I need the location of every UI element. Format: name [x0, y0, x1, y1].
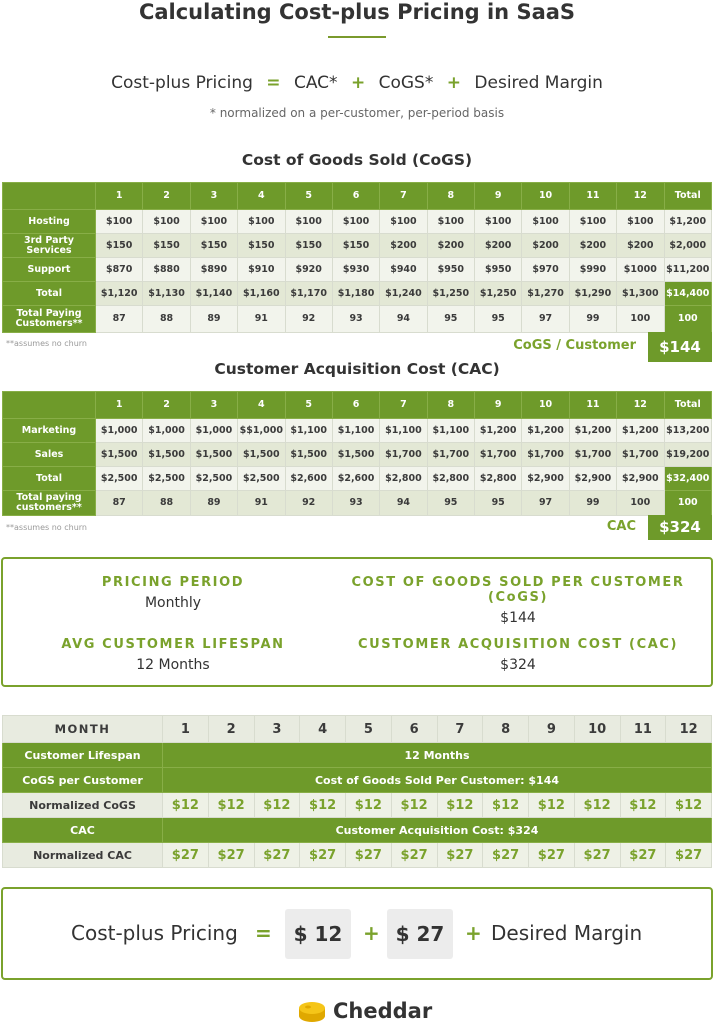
table-cell: $1,500	[96, 443, 143, 467]
normalized-value-cell: $12	[346, 793, 392, 818]
column-header: 5	[285, 392, 332, 419]
formula-lhs: Cost-plus Pricing	[111, 73, 253, 93]
cogs-note: **assumes no churn	[6, 339, 87, 348]
final-plus-2: +	[465, 921, 482, 945]
cac-summary-value: $324	[648, 515, 712, 540]
table-cell: $990	[569, 258, 616, 282]
table-cell: $1,000	[190, 419, 237, 443]
month-header-cell: 1	[163, 716, 209, 743]
table-cell: 87	[96, 491, 143, 516]
normalized-cogs-label: Normalized CoGS	[3, 793, 163, 818]
brand-name: Cheddar	[333, 999, 433, 1023]
table-row	[3, 234, 712, 258]
normalized-value-cell: $12	[163, 793, 209, 818]
header-row	[3, 183, 712, 210]
table-cell: 99	[569, 491, 616, 516]
table-cell: $1,100	[380, 419, 427, 443]
table-row	[3, 210, 712, 234]
normalized-value-cell: $12	[391, 793, 437, 818]
total-cell: $1,200	[664, 210, 712, 234]
formula-margin: Desired Margin	[474, 73, 603, 93]
cogs-per-customer-info-value: $144	[500, 610, 536, 626]
column-header: 6	[332, 183, 379, 210]
cac-table	[2, 391, 712, 516]
table-cell: $2,800	[427, 467, 474, 491]
table-cell: $2,800	[380, 467, 427, 491]
normalized-value-cell: $12	[666, 793, 712, 818]
total-cell: $14,400	[664, 282, 712, 306]
final-equals: =	[255, 921, 272, 945]
table-cell: 88	[143, 306, 190, 333]
column-header: 8	[427, 183, 474, 210]
month-header-cell: 12	[666, 716, 712, 743]
table-cell: $150	[96, 234, 143, 258]
total-cell: $2,000	[664, 234, 712, 258]
table-cell: $100	[332, 210, 379, 234]
table-cell: $1,700	[475, 443, 522, 467]
table-cell: $150	[238, 234, 285, 258]
column-header: 9	[475, 183, 522, 210]
total-cell: $11,200	[664, 258, 712, 282]
table-cell: $150	[332, 234, 379, 258]
cac-title: Customer Acquisition Cost (CAC)	[214, 360, 500, 378]
column-header: 1	[96, 183, 143, 210]
month-header-cell: 4	[300, 716, 346, 743]
normalized-value-cell: $27	[620, 843, 666, 868]
table-cell: $200	[617, 234, 664, 258]
table-cell: $1,500	[143, 443, 190, 467]
table-cell: $1,250	[427, 282, 474, 306]
normalized-value-cell: $27	[208, 843, 254, 868]
table-row	[3, 467, 712, 491]
table-cell: 92	[285, 306, 332, 333]
table-cell: $2,600	[332, 467, 379, 491]
table-cell: $1,100	[427, 419, 474, 443]
brand-footer	[297, 996, 432, 1024]
column-header: 1	[96, 392, 143, 419]
assumptions-box	[1, 557, 713, 687]
table-cell: 91	[238, 491, 285, 516]
month-header-cell: 10	[574, 716, 620, 743]
table-cell: 94	[380, 491, 427, 516]
formula-cogs: CoGS*	[378, 73, 434, 93]
row-label: Total Paying Customers**	[3, 306, 96, 333]
table-cell: $200	[475, 234, 522, 258]
table-cell: $100	[427, 210, 474, 234]
column-header: 7	[380, 392, 427, 419]
table-cell: $940	[380, 258, 427, 282]
table-cell: $1,100	[332, 419, 379, 443]
table-cell: $2,900	[522, 467, 569, 491]
header-row	[3, 392, 712, 419]
cogs-row-label: CoGS per Customer	[3, 768, 163, 793]
cogs-table	[2, 182, 712, 333]
column-header: 7	[380, 183, 427, 210]
table-cell: 97	[522, 491, 569, 516]
total-cell: 100	[664, 491, 712, 516]
table-cell: 95	[427, 491, 474, 516]
table-cell: $1,160	[238, 282, 285, 306]
column-header: 12	[617, 183, 664, 210]
table-cell: $150	[190, 234, 237, 258]
formula-plus-1: +	[350, 73, 366, 93]
table-cell: $950	[427, 258, 474, 282]
month-header-cell: 11	[620, 716, 666, 743]
table-cell: 93	[332, 491, 379, 516]
table-cell: 94	[380, 306, 427, 333]
table-cell: $1,180	[332, 282, 379, 306]
table-cell: $1,000	[143, 419, 190, 443]
final-margin: Desired Margin	[491, 921, 643, 945]
table-cell: 97	[522, 306, 569, 333]
column-header: 4	[238, 183, 285, 210]
pricing-period-value: Monthly	[144, 595, 202, 611]
formula-footnote: * normalized on a per-customer, per-period basis	[209, 106, 505, 120]
cac-note: **assumes no churn	[6, 523, 87, 532]
table-cell: $890	[190, 258, 237, 282]
row-label: Marketing	[3, 419, 96, 443]
table-cell: 87	[96, 306, 143, 333]
normalized-value-cell: $27	[391, 843, 437, 868]
table-cell: $1,200	[569, 419, 616, 443]
table-cell: $100	[96, 210, 143, 234]
normalized-value-cell: $12	[437, 793, 483, 818]
table-cell: $920	[285, 258, 332, 282]
month-header-row	[3, 716, 712, 743]
table-cell: $200	[380, 234, 427, 258]
table-row	[3, 306, 712, 333]
table-cell: 99	[569, 306, 616, 333]
table-cell: $1,000	[96, 419, 143, 443]
table-cell: $1,200	[522, 419, 569, 443]
cac-summary-label: CAC	[606, 519, 636, 534]
cogs-per-customer	[323, 575, 713, 626]
total-cell: $19,200	[664, 443, 712, 467]
column-header: 2	[143, 183, 190, 210]
month-header-cell: 5	[346, 716, 392, 743]
table-row	[3, 491, 712, 516]
table-cell: $870	[96, 258, 143, 282]
table-cell: 91	[238, 306, 285, 333]
table-cell: $1,700	[617, 443, 664, 467]
table-cell: $200	[427, 234, 474, 258]
normalized-cac-label: Normalized CAC	[3, 843, 163, 868]
column-header: 3	[190, 392, 237, 419]
normalized-value-cell: $27	[163, 843, 209, 868]
table-cell: $150	[143, 234, 190, 258]
table-cell: 89	[190, 306, 237, 333]
monthly-normalization-table	[2, 715, 712, 868]
table-cell: $1,170	[285, 282, 332, 306]
normalized-value-cell: $12	[483, 793, 529, 818]
title-divider	[328, 36, 386, 38]
table-cell: 100	[617, 491, 664, 516]
table-cell: 95	[475, 491, 522, 516]
final-plus-1: +	[363, 921, 380, 945]
normalized-cogs-row	[3, 793, 712, 818]
lifespan-row-label: Customer Lifespan	[3, 743, 163, 768]
column-header: 9	[475, 392, 522, 419]
cac-row-label: CAC	[3, 818, 163, 843]
column-header: 2	[143, 392, 190, 419]
page-title: Calculating Cost-plus Pricing in SaaS	[138, 0, 576, 24]
cogs-title: Cost of Goods Sold (CoGS)	[241, 151, 473, 169]
table-cell: $200	[522, 234, 569, 258]
table-cell: $1,290	[569, 282, 616, 306]
cogs-per-customer-value: $144	[648, 332, 712, 362]
normalized-value-cell: $27	[529, 843, 575, 868]
normalized-value-cell: $27	[346, 843, 392, 868]
table-cell: $1,270	[522, 282, 569, 306]
cogs-per-customer-info-label: COST OF GOODS SOLD PER CUSTOMER (CoGS)	[351, 575, 685, 605]
cac-row	[3, 818, 712, 843]
normalized-value-cell: $12	[208, 793, 254, 818]
column-header: 3	[190, 183, 237, 210]
table-cell: $2,500	[96, 467, 143, 491]
header-corner	[3, 183, 96, 210]
formula-equals: =	[266, 73, 281, 93]
header-corner	[3, 392, 96, 419]
table-row	[3, 258, 712, 282]
table-cell: 93	[332, 306, 379, 333]
normalized-cac-row	[3, 843, 712, 868]
normalized-value-cell: $27	[254, 843, 300, 868]
row-label: Total	[3, 282, 96, 306]
month-header-cell: 3	[254, 716, 300, 743]
month-header-cell: 6	[391, 716, 437, 743]
table-cell: $1,100	[285, 419, 332, 443]
table-cell: $1,250	[475, 282, 522, 306]
pricing-formula	[0, 73, 714, 93]
table-cell: $1000	[617, 258, 664, 282]
table-cell: $2,900	[569, 467, 616, 491]
cogs-row-value: Cost of Goods Sold Per Customer: $144	[163, 768, 712, 793]
row-label: Total paying customers**	[3, 491, 96, 516]
customer-acquisition-cost	[343, 637, 693, 673]
row-label: Hosting	[3, 210, 96, 234]
column-header: 10	[522, 392, 569, 419]
table-cell: $970	[522, 258, 569, 282]
table-cell: $2,800	[475, 467, 522, 491]
normalized-value-cell: $27	[300, 843, 346, 868]
normalized-cac-chip: $ 27	[387, 909, 453, 959]
table-cell: $1,700	[522, 443, 569, 467]
table-cell: $100	[238, 210, 285, 234]
table-cell: $910	[238, 258, 285, 282]
table-cell: $100	[522, 210, 569, 234]
column-header: 4	[238, 392, 285, 419]
table-cell: $2,500	[143, 467, 190, 491]
normalized-value-cell: $12	[529, 793, 575, 818]
normalized-value-cell: $27	[483, 843, 529, 868]
lifespan-value: 12 Months	[136, 657, 210, 673]
month-header-cell: 2	[208, 716, 254, 743]
cac-info-value: $324	[500, 657, 536, 673]
table-cell: $200	[569, 234, 616, 258]
column-header: Total	[664, 183, 712, 210]
table-cell: $1,700	[569, 443, 616, 467]
formula-cac: CAC*	[293, 73, 338, 93]
table-cell: 92	[285, 491, 332, 516]
normalized-value-cell: $27	[574, 843, 620, 868]
table-cell: $2,500	[238, 467, 285, 491]
table-cell: 89	[190, 491, 237, 516]
normalized-value-cell: $12	[300, 793, 346, 818]
lifespan-row-value: 12 Months	[163, 743, 712, 768]
table-cell: $2,900	[617, 467, 664, 491]
column-header: 8	[427, 392, 474, 419]
lifespan-label: AVG CUSTOMER LIFESPAN	[61, 637, 285, 652]
table-cell: $1,200	[475, 419, 522, 443]
table-cell: 100	[617, 306, 664, 333]
normalized-value-cell: $12	[574, 793, 620, 818]
lifespan-row	[3, 743, 712, 768]
column-header: 11	[569, 183, 616, 210]
table-cell: $100	[143, 210, 190, 234]
table-cell: $1,500	[332, 443, 379, 467]
table-cell: $1,700	[380, 443, 427, 467]
table-cell: $100	[475, 210, 522, 234]
table-cell: 88	[143, 491, 190, 516]
month-header-cell: 7	[437, 716, 483, 743]
pricing-period	[63, 575, 283, 611]
table-cell: $1,200	[617, 419, 664, 443]
table-cell: $100	[190, 210, 237, 234]
total-cell: $13,200	[664, 419, 712, 443]
final-lhs: Cost-plus Pricing	[71, 921, 238, 945]
table-cell: $2,500	[190, 467, 237, 491]
final-formula-box	[1, 887, 713, 980]
formula-plus-2: +	[446, 73, 461, 93]
normalized-value-cell: $27	[437, 843, 483, 868]
table-cell: $2,600	[285, 467, 332, 491]
normalized-value-cell: $12	[254, 793, 300, 818]
row-label: Support	[3, 258, 96, 282]
table-cell: $1,700	[427, 443, 474, 467]
table-cell: $1,500	[238, 443, 285, 467]
table-cell: 95	[427, 306, 474, 333]
normalized-cogs-chip: $ 12	[285, 909, 351, 959]
column-header: 12	[617, 392, 664, 419]
column-header: 5	[285, 183, 332, 210]
month-header-cell: 9	[529, 716, 575, 743]
cheese-icon	[297, 998, 327, 1024]
row-label: Sales	[3, 443, 96, 467]
table-cell: $880	[143, 258, 190, 282]
table-cell: $100	[569, 210, 616, 234]
cac-row-value: Customer Acquisition Cost: $324	[163, 818, 712, 843]
table-cell: $100	[617, 210, 664, 234]
table-cell: $150	[285, 234, 332, 258]
table-cell: $1,500	[285, 443, 332, 467]
column-header: Total	[664, 392, 712, 419]
row-label: Total	[3, 467, 96, 491]
table-row	[3, 282, 712, 306]
avg-customer-lifespan	[43, 637, 303, 673]
table-cell: $1,140	[190, 282, 237, 306]
total-cell: $32,400	[664, 467, 712, 491]
table-cell: $1,240	[380, 282, 427, 306]
month-header-cell: 8	[483, 716, 529, 743]
table-cell: $100	[380, 210, 427, 234]
column-header: 6	[332, 392, 379, 419]
normalized-value-cell: $12	[620, 793, 666, 818]
column-header: 11	[569, 392, 616, 419]
table-cell: $1,130	[143, 282, 190, 306]
normalized-value-cell: $27	[666, 843, 712, 868]
table-row	[3, 443, 712, 467]
column-header: 10	[522, 183, 569, 210]
table-cell: $$1,000	[238, 419, 285, 443]
table-cell: $1,120	[96, 282, 143, 306]
table-cell: $930	[332, 258, 379, 282]
pricing-period-label: PRICING PERIOD	[101, 575, 245, 590]
table-cell: $1,300	[617, 282, 664, 306]
table-row	[3, 419, 712, 443]
table-cell: $1,500	[190, 443, 237, 467]
table-cell: $950	[475, 258, 522, 282]
table-cell: 95	[475, 306, 522, 333]
cogs-per-customer-label: CoGS / Customer	[513, 338, 636, 353]
row-label: 3rd Party Services	[3, 234, 96, 258]
total-cell: 100	[664, 306, 712, 333]
cac-info-label: CUSTOMER ACQUISITION COST (CAC)	[357, 637, 679, 652]
table-cell: $100	[285, 210, 332, 234]
month-header-label: MONTH	[3, 716, 163, 743]
cogs-per-customer-row	[3, 768, 712, 793]
